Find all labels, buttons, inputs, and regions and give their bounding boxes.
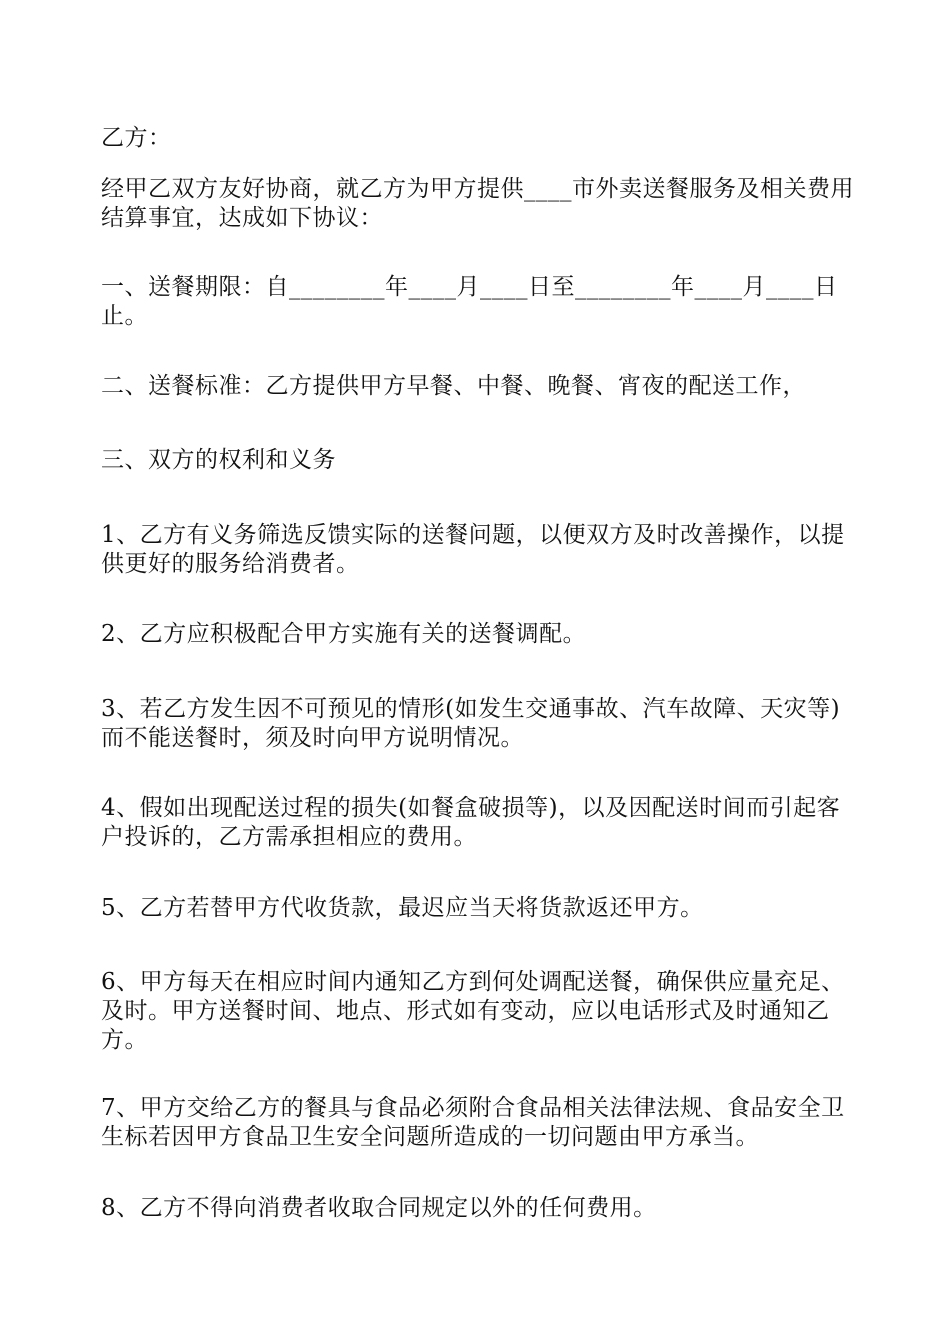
obligation-item-2: 2、乙方应积极配合甲方实施有关的送餐调配。 [101,621,587,647]
obligation-item-1: 1、乙方有义务筛选反馈实际的送餐问题，以便双方及时改善操作，以提供更好的服务给消费者。 [101,522,845,577]
preamble-paragraph: 经甲乙双方友好协商，就乙方为甲方提供____市外卖送餐服务及相关费用结算事宜，达成如下协议： [101,176,854,231]
clause-delivery-period: 一、送餐期限：自________年____月____日至________年____月____日止。 [101,274,838,329]
obligation-item-6: 6、甲方每天在相应时间内通知乙方到何处调配送餐，确保供应量充足、及时。甲方送餐时间、地点、形式如有变动，应以电话形式及时通知乙方。 [101,969,845,1053]
obligation-item-3: 3、若乙方发生因不可预见的情形(如发生交通事故、汽车故障、天灾等)而不能送餐时，须及时向甲方说明情况。 [101,696,841,751]
clause-delivery-standard: 二、送餐标准：乙方提供甲方早餐、中餐、晚餐、宵夜的配送工作， [101,373,806,399]
obligation-item-7: 7、甲方交给乙方的餐具与食品必须附合食品相关法律法规、食品安全卫生标若因甲方食品卫生安全问题所造成的一切问题由甲方承当。 [101,1095,845,1150]
party-b-label: 乙方： [101,125,172,151]
obligation-item-4: 4、假如出现配送过程的损失(如餐盒破损等)，以及因配送时间而引起客户投诉的，乙方需承担相应的费用。 [101,795,841,850]
clause-rights-obligations-heading: 三、双方的权利和义务 [101,447,336,473]
obligation-item-8: 8、乙方不得向消费者收取合同规定以外的任何费用。 [101,1195,657,1221]
obligation-item-5: 5、乙方若替甲方代收货款，最迟应当天将货款返还甲方。 [101,895,704,921]
